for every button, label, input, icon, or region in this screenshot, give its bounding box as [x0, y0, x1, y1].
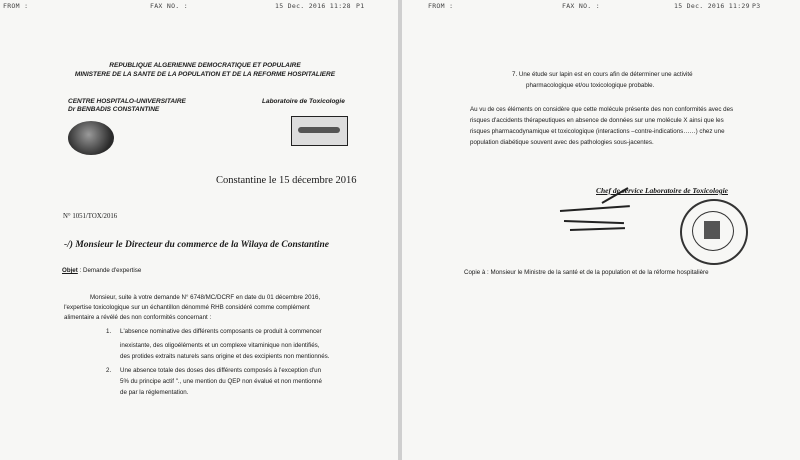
lab-stamp-icon	[291, 116, 348, 146]
signature-title: Chef de service Laboratoire de Toxicologie	[596, 186, 728, 195]
recipient: -/) Monsieur le Directeur du commerce de la Wilaya de Constantine	[64, 240, 329, 250]
right-page	[402, 0, 800, 460]
place-date: Constantine le 15 décembre 2016	[216, 175, 357, 186]
fax-from-label: FROM :	[3, 2, 29, 10]
letterhead-ministry: MINISTERE DE LA SANTE DE LA POPULATION ET DE LA REFORME HOSPITALIERE	[74, 71, 336, 78]
item-1-number: 1.	[106, 328, 112, 335]
body-line-1: Monsieur, suite à votre demande N° 6748/MC/DCRF en date du 01 décembre 2016,	[90, 294, 321, 301]
conclusion-line-1: Au vu de ces éléments on considère que cette molécule présente des non conformités avec des	[470, 106, 734, 113]
body-line-3: alimentaire a révélé des non conformités concernant :	[64, 314, 212, 321]
conclusion-line-4: population diabétique souvent avec des pathologies sous-jacentes.	[470, 139, 654, 146]
item-1-line-2: inexistante, des oligoéléments et un complexe vitaminique non identifiés,	[120, 342, 320, 349]
fax-page-number: P1	[356, 2, 365, 10]
left-page	[0, 0, 398, 460]
fax-number-label: FAX NO. :	[562, 2, 600, 10]
item-2-line-1: Une absence totale des doses des différents composés à l'exception d'un	[120, 367, 322, 374]
object-text: : Demande d'expertise	[79, 267, 142, 274]
letterhead-republic: REPUBLIQUE ALGERIENNE DEMOCRATIQUE ET POPULAIRE	[109, 62, 301, 69]
body-line-2: l'expertise toxicologique sur un échantillon dénommé RHB considéré comme complément	[64, 304, 310, 311]
object-label: Objet	[62, 267, 78, 274]
object-line	[62, 266, 141, 275]
reference-number: N° 1051/TOX/2016	[63, 213, 118, 220]
item-7-line-2: pharmacologique et/ou toxicologique probable.	[526, 82, 655, 89]
lab-name: Laboratoire de Toxicologie	[262, 98, 345, 105]
chu-name: CENTRE HOSPITALO-UNIVERSITAIRE	[68, 98, 186, 105]
fax-datetime: 15 Dec. 2016 11:29	[674, 2, 750, 10]
copy-to: Copie à : Monsieur le Ministre de la santé et de la population et de la réforme hospitalière	[464, 269, 709, 276]
item-1-line-3: des protides extraits naturels sans origine et des excipients non mentionnés.	[120, 353, 330, 360]
chu-city: Dr BENBADIS CONSTANTINE	[68, 106, 160, 113]
hospital-logo-icon	[68, 121, 114, 155]
fax-from-label: FROM :	[428, 2, 454, 10]
item-2-number: 2.	[106, 367, 112, 374]
official-round-stamp-icon	[680, 199, 748, 265]
conclusion-line-3: risques pharmacodynamique et toxicologique (interactions –contre-indications……) chez une	[470, 128, 725, 135]
fax-datetime: 15 Dec. 2016 11:28	[275, 2, 351, 10]
fax-page-number: P3	[752, 2, 761, 10]
item-2-line-2: 5% du principe actif "., une mention du QEP non évalué et non mentionné	[120, 378, 322, 385]
item-1-line-1: L'absence nominative des différents composants ce produit à commencer	[120, 328, 322, 335]
item-7-line-1: 7. Une étude sur lapin est en cours afin de déterminer une activité	[512, 71, 693, 78]
item-2-line-3: de par la réglementation.	[120, 389, 189, 396]
conclusion-line-2: risques d'accidents thérapeutiques en absence de données sur une molécule X ainsi que les	[470, 117, 724, 124]
fax-number-label: FAX NO. :	[150, 2, 188, 10]
